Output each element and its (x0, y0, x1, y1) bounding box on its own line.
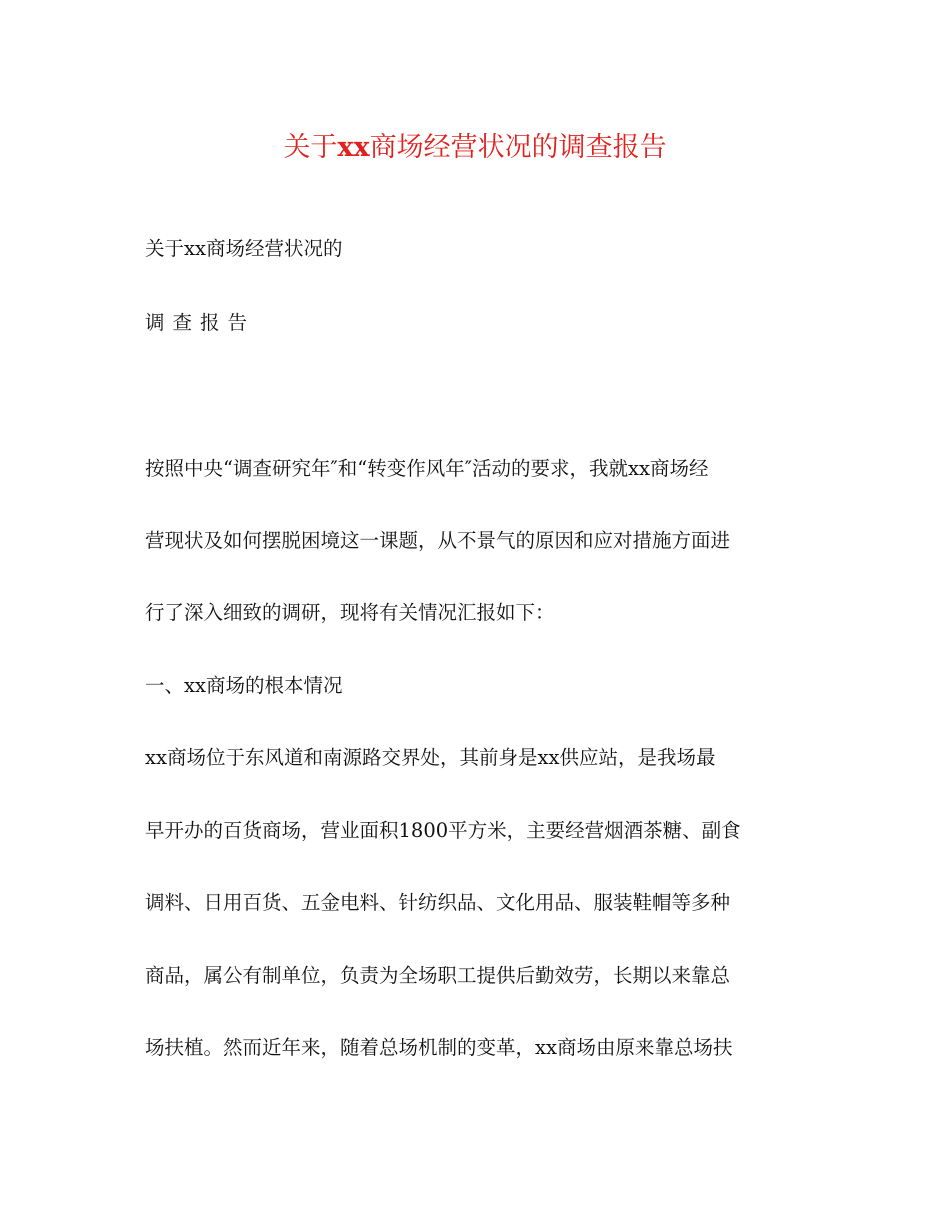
section-heading: 一、xx商场的根本情况 (145, 674, 343, 697)
document-title (0, 128, 950, 168)
body-line-1: 按照中央“调查研究年″和“转变作风年″活动的要求，我就xx商场经 (145, 457, 709, 480)
body-line-2: 营现状及如何摆脱困境这一课题，从不景气的原因和应对措施方面进 (145, 529, 731, 552)
title-bold-part: xx (337, 132, 370, 163)
title-suffix: 商场经营状况的调查报告 (369, 132, 667, 163)
body-line-8: 商品，属公有制单位，负责为全场职工提供后勤效劳，长期以来靠总 (145, 964, 731, 987)
body-line-5: xx商场位于东风道和南源路交界处，其前身是xx供应站，是我场最 (145, 746, 716, 769)
body-line-6: 早开办的百货商场，营业面积1800平方米，主要经营烟酒茶糖、副食 (145, 819, 741, 842)
subtitle-line-2: 调查报告 (145, 311, 256, 334)
body-line-9: 场扶植。然而近年来，随着总场机制的变革，xx商场由原来靠总场扶 (145, 1036, 733, 1059)
body-line-7: 调料、日用百货、五金电料、针纺织品、文化用品、服装鞋帽等多种 (145, 891, 731, 914)
title-prefix: 关于 (283, 132, 338, 163)
subtitle-line-1: 关于xx商场经营状况的 (145, 237, 343, 260)
body-line-3: 行了深入细致的调研，现将有关情况汇报如下： (145, 601, 555, 624)
